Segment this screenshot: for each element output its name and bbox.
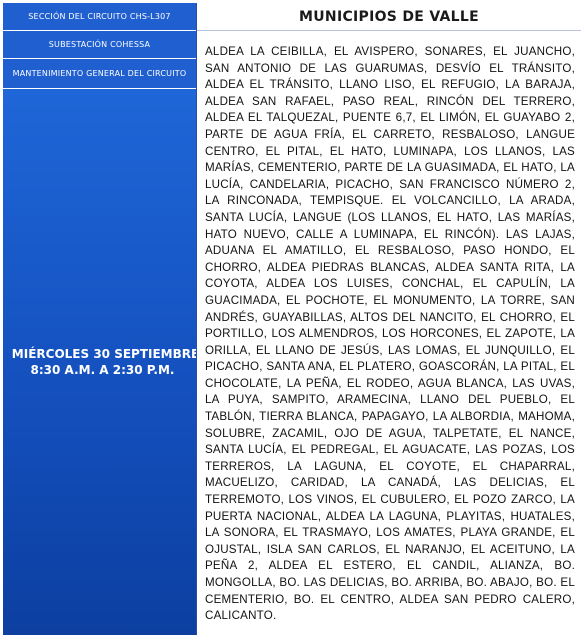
left-info-column	[3, 3, 200, 635]
substation-label: SUBESTACIÓN COHESSA	[3, 31, 196, 59]
circuit-section-label: SECCIÓN DEL CIRCUITO CHS-L307	[3, 3, 196, 31]
outage-notice-table	[3, 3, 581, 635]
schedule-cell	[3, 89, 200, 635]
municipality-title: MUNICIPIOS DE VALLE	[197, 3, 581, 31]
municipality-column	[196, 3, 581, 635]
schedule-day: MIÉRCOLES 30 SEPTIEMBRE	[11, 347, 200, 361]
affected-places-text: ALDEA LA CEIBILLA, EL AVISPERO, SONARES, EL JUANCHO, SAN ANTONIO DE LAS GUARUMAS, DESVÍO EL TRÁNSITO, ALDEA EL TRÁNSITO, LLANO LISO, EL REFUGIO, LA BARAJA, ALDEA SAN RAFAEL, PASO REAL, RINCÓN DEL TERRERO, ALDEA EL TALQUEZAL, PUENTE 6,7, EL LIMÓN, EL GUAYABO 2, PARTE DE AGUA FRÍA, EL CARRETO, RESBALOSO, LANGUE CENTRO, EL PITAL, EL HATO, LUMINAPA, LOS LLANOS, LAS MARÍAS, CEMENTERIO, PARTE DE LA GUASIMADA, EL HATO, LA LUCÍA, CANDELARIA, PICACHO, SAN FRANCISCO NÚMERO 2, LA RINCONADA, TEMPISQUE. EL VOLCANCILLO, LA ARADA, SANTA LUCÍA, LANGUE (LOS LLANOS, EL HATO, LAS MARÍAS, HATO NUEVO, CALLE A LUMINAPA, EL RINCÓN). LAS LAJAS, ADUANA EL AMATILLO, EL RESBALOSO, PASO HONDO, EL CHORRO, ALDEA PIEDRAS BLANCAS, ALDEA SANTA RITA, LA COYOTA, ALDEA LOS LUISES, CONCHAL, EL CAPULÍN, LA GUACIMADA, EL POCHOTE, EL MONUMENTO, LA TORRE, SAN ANDRÉS, GUAYABILLAS, ALTOS DEL NANCITO, EL CHORRO, EL PORTILLO, LOS ALMENDROS, LOS HORCONES, EL ZAPOTE, LA ORILLA, EL LLANO DE JESÚS, LAS LOMAS, EL JUNQUILLO, EL PICACHO, SANTA ANA, EL PLATERO, GOASCORÁN, LA PITAL, EL CHOCOLATE, LA PEÑA, EL RODEO, AGUA BLANCA, LAS UVAS, LA PUYA, SAMPITO, ARAMECINA, LLANO DEL PUEBLO, EL TABLÓN, TIERRA BLANCA, PAPAGAYO, LA ALBORDIA, MAHOMA, SOLUBRE, ZACAMIL, OJO DE AGUA, TALPETATE, EL NANCE, SANTA LUCÍA, EL PEDREGAL, EL AGUACATE, LAS POZAS, LOS TERREROS, LA LAGUNA, EL COYOTE, EL CHAPARRAL, MACUELIZO, CARIDAD, LA CANADÁ, LAS DELICIAS, EL TERREMOTO, LOS VINOS, EL CUBULERO, EL POZO ZARCO, LA PUERTA NACIONAL, ALDEA LA LAGUNA, PLAYITAS, HUATALES, LA SONORA, EL TRASMAYO, LOS AMATES, PLAYA GRANDE, EL OJUSTAL, ISLA SAN CARLOS, EL NARANJO, EL ACEITUNO, LA PEÑA 2, ALDEA EL ESTERO, EL CANDIL, ALIANZA, BO. MONGOLLA, BO. LAS DELICIAS, BO. ARRIBA, BO. ABAJO, BO. EL CEMENTERIO, BO. EL CENTRO, ALDEA SAN PEDRO CALERO, CALICANTO.	[205, 45, 575, 623]
maintenance-label: MANTENIMIENTO GENERAL DEL CIRCUITO	[3, 59, 196, 89]
schedule-time: 8:30 A.M. A 2:30 P.M.	[30, 363, 175, 377]
